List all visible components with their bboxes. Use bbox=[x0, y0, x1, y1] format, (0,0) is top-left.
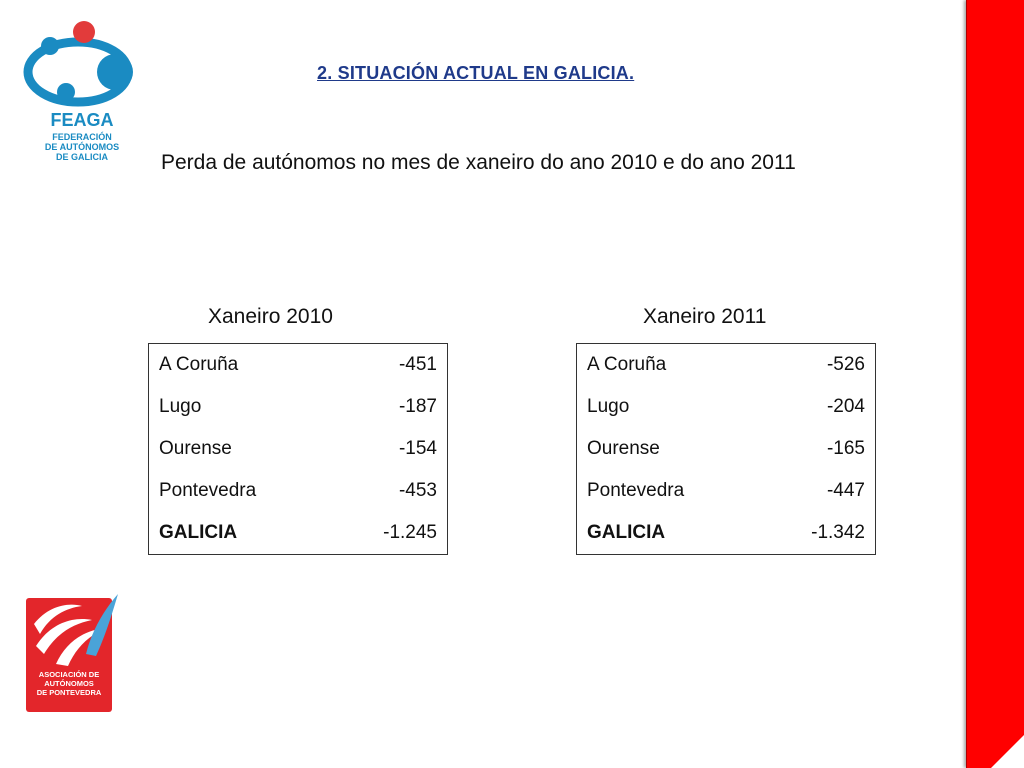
row-value: -165 bbox=[826, 438, 865, 459]
section-title: 2. SITUACIÓN ACTUAL EN GALICIA. bbox=[317, 63, 635, 83]
page-curl-icon bbox=[991, 734, 1024, 768]
table-row bbox=[577, 344, 876, 387]
row-value: -187 bbox=[398, 396, 437, 417]
table-row bbox=[577, 428, 876, 470]
feaga-emblem-icon bbox=[22, 20, 142, 110]
row-value: -453 bbox=[398, 480, 437, 501]
pontevedra-logo bbox=[26, 594, 118, 712]
table-row bbox=[149, 470, 448, 512]
table-row bbox=[149, 344, 448, 387]
accent-sidebar bbox=[966, 0, 1024, 768]
table-row bbox=[149, 386, 448, 428]
pontevedra-logo-text: ASOCIACIÓN DE AUTÓNOMOS DE PONTEVEDRA bbox=[36, 670, 102, 697]
table-2011 bbox=[576, 343, 876, 555]
row-value: -154 bbox=[398, 438, 437, 459]
row-value: -1.245 bbox=[383, 522, 437, 543]
row-name: GALICIA bbox=[159, 522, 238, 543]
row-value: -204 bbox=[826, 396, 865, 417]
table-heading-2010: Xaneiro 2010 bbox=[208, 305, 333, 328]
row-name: A Coruña bbox=[587, 354, 667, 375]
table-row bbox=[577, 470, 876, 512]
feaga-logo bbox=[22, 20, 142, 170]
table-row bbox=[577, 386, 876, 428]
table-total-row bbox=[577, 512, 876, 555]
row-name: Lugo bbox=[587, 396, 630, 417]
row-name: Pontevedra bbox=[587, 480, 685, 501]
row-name: Pontevedra bbox=[159, 480, 257, 501]
row-name: Ourense bbox=[159, 438, 232, 459]
feaga-logo-name: FEAGA bbox=[50, 110, 114, 130]
row-value: -1.342 bbox=[811, 522, 865, 543]
row-name: A Coruña bbox=[159, 354, 239, 375]
table-total-row bbox=[149, 512, 448, 555]
row-value: -526 bbox=[826, 354, 865, 375]
row-name: GALICIA bbox=[587, 522, 666, 543]
table-2010 bbox=[148, 343, 448, 555]
table-row bbox=[149, 428, 448, 470]
row-name: Ourense bbox=[587, 438, 660, 459]
row-value: -447 bbox=[826, 480, 865, 501]
table-heading-2011: Xaneiro 2011 bbox=[643, 305, 767, 328]
feaga-logo-subtitle: FEDERACIÓN DE AUTÓNOMOS DE GALICIA bbox=[44, 132, 120, 162]
row-name: Lugo bbox=[159, 396, 202, 417]
page-subtitle: Perda de autónomos no mes de xaneiro do ano 2010 e do ano 2011 bbox=[161, 151, 796, 174]
row-value: -451 bbox=[398, 354, 437, 375]
